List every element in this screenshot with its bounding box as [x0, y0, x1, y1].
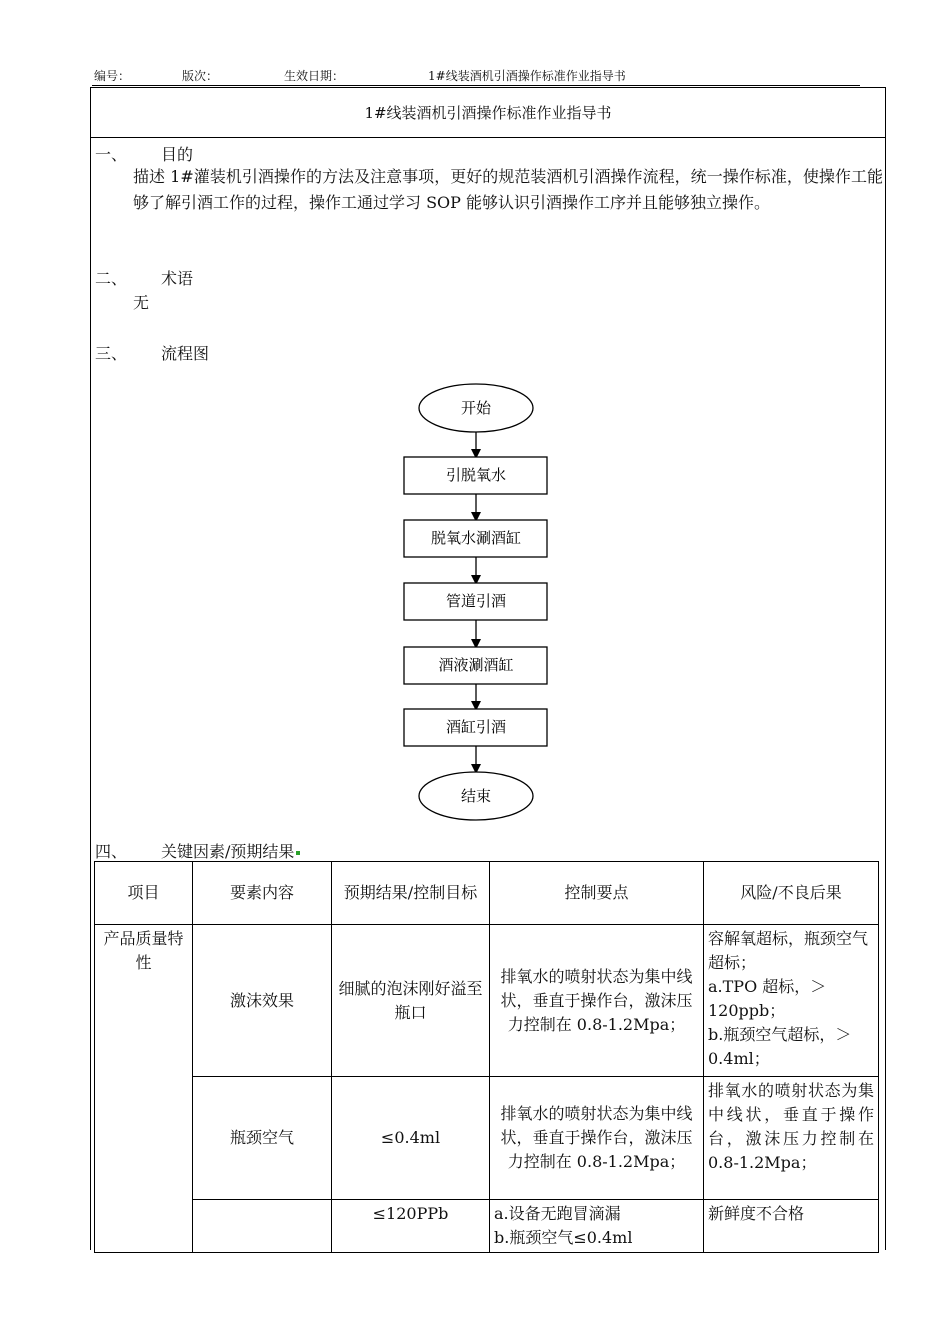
control-cell: 排氧水的喷射状态为集中线状，垂直于操作台，激沫压力控制在 0.8-1.2Mpa； — [490, 1077, 704, 1200]
flow-step-5 — [404, 709, 547, 746]
expected-cell: 细腻的泡沫刚好溢至瓶口 — [332, 925, 490, 1077]
expected-cell: ≤0.4ml — [332, 1077, 490, 1200]
flow-end-node — [419, 772, 533, 820]
flow-start-label: 开始 — [460, 399, 492, 417]
flow-step-4-label: 酒液涮酒缸 — [438, 656, 514, 674]
section-3-number: 三、 — [95, 344, 128, 363]
flow-step-4 — [404, 647, 547, 684]
flow-step-2 — [404, 520, 547, 557]
table-row — [95, 1077, 879, 1200]
header-cell: 项目 — [95, 862, 193, 925]
control-line: a.设备无跑冒滴漏 — [494, 1204, 621, 1223]
control-line: b.瓶颈空气≤0.4ml — [494, 1228, 633, 1247]
flow-start-node — [419, 384, 533, 432]
section-4-number: 四、 — [95, 842, 128, 861]
header-cell: 预期结果/控制目标 — [332, 862, 490, 925]
section-2-title: 术语 — [161, 269, 194, 288]
section-2-number: 二、 — [95, 269, 128, 288]
header-cell: 风险/不良后果 — [704, 862, 879, 925]
section-1-title: 目的 — [161, 145, 194, 164]
section-1-body: 描述 1#灌装机引酒操作的方法及注意事项，更好的规范装酒机引酒操作流程，统一操作标准，使操作工能够了解引酒工作的过程，操作工通过学习 SOP 能够认识引酒操作工序并且能够独立操作。 — [133, 167, 883, 212]
green-marker-icon — [296, 851, 300, 855]
key-factors-table — [94, 861, 879, 1253]
version-label: 版次： — [182, 69, 219, 83]
section-3-title: 流程图 — [161, 344, 210, 363]
document-frame — [90, 87, 886, 1250]
risk-cell: 排氧水的喷射状态为集中线状，垂直于操作台，激沫压力控制在 0.8-1.2Mpa； — [704, 1077, 879, 1200]
category-cell: 产品质量特性 — [95, 925, 193, 1253]
page-header — [92, 67, 860, 86]
section-1-number: 一、 — [95, 145, 128, 164]
flowchart — [91, 88, 887, 833]
risk-line: a.TPO 超标，＞120ppb； — [708, 977, 827, 1020]
number-label: 编号： — [94, 69, 131, 83]
element-cell: 激沫效果 — [193, 925, 332, 1077]
header-cell: 要素内容 — [193, 862, 332, 925]
header-cell: 控制要点 — [490, 862, 704, 925]
risk-line: 容解氧超标，瓶颈空气超标； — [708, 929, 869, 972]
document-title: 1#线装酒机引酒操作标准作业指导书 — [91, 88, 885, 138]
control-cell — [490, 1200, 704, 1253]
risk-cell — [704, 925, 879, 1077]
section-4-title: 关键因素/预期结果 — [161, 842, 295, 861]
flow-step-2-label: 脱氧水涮酒缸 — [430, 529, 522, 547]
expected-cell: ≤120PPb — [332, 1200, 490, 1253]
element-cell: 瓶颈空气 — [193, 1077, 332, 1200]
flow-step-3-label: 管道引酒 — [445, 592, 507, 610]
flow-step-5-label: 酒缸引酒 — [445, 718, 507, 736]
header-doc-name: 1#线装酒机引酒操作标准作业指导书 — [428, 69, 626, 83]
flow-step-3 — [404, 583, 547, 620]
section-2-body: 无 — [133, 293, 150, 312]
flow-step-1-label: 引脱氧水 — [445, 466, 507, 484]
effective-date-label: 生效日期： — [284, 69, 345, 83]
control-cell: 排氧水的喷射状态为集中线状，垂直于操作台，激沫压力控制在 0.8-1.2Mpa； — [490, 925, 704, 1077]
flow-step-1 — [404, 457, 547, 494]
table-row — [95, 1200, 879, 1253]
flow-end-label: 结束 — [460, 787, 492, 805]
risk-line: b.瓶颈空气超标，＞0.4ml； — [708, 1025, 852, 1068]
section-4-heading — [95, 839, 300, 862]
table-header-row — [95, 862, 879, 925]
element-cell — [193, 1200, 332, 1253]
table-row — [95, 925, 879, 1077]
risk-cell: 新鲜度不合格 — [704, 1200, 879, 1253]
